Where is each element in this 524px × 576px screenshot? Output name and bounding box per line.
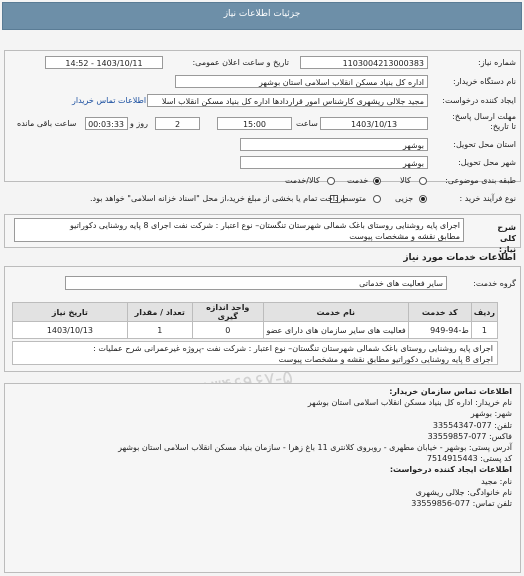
col-row: ردیف	[471, 303, 497, 322]
category-goods-radio[interactable]	[419, 177, 427, 185]
contact-address: آدرس پستی: بوشهر - خیابان مطهری - روبروی کلانتری 11 باغ زهرا - سازمان بنیاد مسکن انقلاب اسلامی استان بوشهر	[118, 443, 512, 453]
contact-block	[17, 386, 512, 509]
services-table	[12, 302, 498, 339]
creator-phone: تلفن تماس: 077-33559856	[411, 499, 512, 509]
deadline-time-field: 15:00	[217, 117, 292, 130]
process-minor-radio[interactable]	[419, 195, 427, 203]
cell-name: فعالیت های سایر سازمان های دارای عضو	[263, 322, 408, 339]
contact-buyer: نام خریدار: اداره کل بنیاد مسکن انقلاب اسلامی استان بوشهر	[307, 398, 512, 408]
summary-label: شرح کلی نیاز:	[497, 223, 516, 254]
contact-title: اطلاعات تماس سازمان خریدار:	[389, 387, 512, 396]
deadline-label: مهلت ارسال پاسخ: تا تاریخ:	[452, 112, 516, 131]
city-field: بوشهر	[240, 156, 428, 169]
service-group-field: سایر فعالیت های خدماتی	[65, 276, 447, 290]
service-description-line-1: اجرای پایه روشنایی روستای باغک شمالی شهرستان تنگستان– نوع اعتبار : شرکت نفت -پروژه غیرعمرانی شرح عملیات :	[93, 344, 493, 353]
summary-line-1: اجرای پایه روشنایی روستای باغک شمالی شهرستان تنگستان– نوع اعتبار : شرکت نفت اجرای 8 پایه روشنایی دکوراتیو	[70, 221, 460, 230]
process-minor-label: جزیی	[395, 194, 414, 203]
deadline-date-field: 1403/10/13	[320, 117, 428, 130]
creator-first-name: نام: مجید	[481, 476, 512, 486]
services-section-title: اطلاعات خدمات مورد نیاز	[403, 253, 516, 263]
buyer-contact-link[interactable]: اطلاعات تماس خریدار	[72, 96, 147, 105]
announce-label: تاریخ و ساعت اعلان عمومی:	[192, 58, 289, 67]
category-label: طبقه بندی موضوعی:	[445, 176, 516, 185]
col-qty: تعداد / مقدار	[127, 303, 192, 322]
announce-date-field: 1403/10/11 - 14:52	[45, 56, 163, 69]
process-medium-label: متوسط	[341, 194, 367, 203]
contact-postal-code: کد پستی: 7514915443	[426, 454, 512, 464]
remaining-days-field: 2	[155, 117, 200, 130]
page-title: جزئیات اطلاعات نیاز	[223, 9, 301, 19]
buyer-label: نام دستگاه خریدار:	[453, 77, 516, 86]
process-medium-radio[interactable]	[373, 195, 381, 203]
contact-city: شهر: بوشهر	[470, 409, 512, 419]
city-label: شهر محل تحویل:	[458, 158, 516, 167]
cell-qty: 1	[127, 322, 192, 339]
category-service-label: خدمت	[347, 176, 369, 185]
service-description-line-2: اجرای 8 پایه روشنایی دکوراتیو مطابق نقشه و مشخصات پیوست	[278, 355, 493, 364]
col-code: کد خدمت	[408, 303, 471, 322]
buyer-field: اداره کل بنیاد مسکن انقلاب اسلامی استان بوشهر	[175, 75, 428, 88]
deadline-time-label: ساعت	[296, 119, 318, 128]
cell-date: 1403/10/13	[13, 322, 128, 339]
summary-textarea	[14, 218, 464, 242]
cell-unit: 0	[192, 322, 263, 339]
services-table-header	[13, 303, 498, 322]
creator-label: ایجاد کننده درخواست:	[442, 96, 516, 105]
province-field: بوشهر	[240, 138, 428, 151]
creator-info-title: اطلاعات ایجاد کننده درخواست:	[389, 465, 512, 475]
need-number-label: شماره نیاز:	[478, 58, 516, 67]
creator-last-name: نام خانوادگی: جلالی ریشهری	[415, 487, 512, 497]
need-number-field: 1103004213000383	[300, 56, 428, 69]
service-group-label: گروه خدمت:	[473, 279, 516, 288]
cell-row: 1	[471, 322, 497, 339]
remaining-time-field: 00:03:33	[85, 117, 128, 130]
remaining-label: ساعت باقی مانده	[17, 119, 77, 128]
cell-code: ط-94-949	[408, 322, 471, 339]
category-both-label: کالا/خدمت	[285, 176, 320, 185]
treasury-payment-note: پرداخت تمام یا بخشی از مبلغ خرید،از محل "اسناد خزانه اسلامی" خواهد بود.	[90, 194, 346, 203]
summary-line-2: مطابق نقشه و مشخصات پیوست	[349, 232, 460, 241]
category-both-radio[interactable]	[327, 177, 335, 185]
col-unit: واحد اندازه گیری	[192, 303, 263, 322]
days-label: روز و	[130, 119, 148, 128]
creator-field: مجید جلالی ریشهری کارشناس امور قراردادها اداره کل بنیاد مسکن انقلاب اسلا	[147, 94, 428, 107]
contact-phone: تلفن: 077-33554347	[432, 420, 512, 430]
category-goods-label: کالا	[400, 176, 411, 185]
page-header	[2, 2, 522, 30]
process-label: نوع فرآیند خرید :	[459, 194, 516, 203]
category-service-radio[interactable]	[373, 177, 381, 185]
contact-fax: فاکس: 077-33559857	[427, 431, 512, 441]
province-label: استان محل تحویل:	[453, 140, 516, 149]
table-row	[13, 322, 498, 339]
col-name: نام خدمت	[263, 303, 408, 322]
service-description	[12, 341, 498, 365]
col-date: تاریخ نیاز	[13, 303, 128, 322]
